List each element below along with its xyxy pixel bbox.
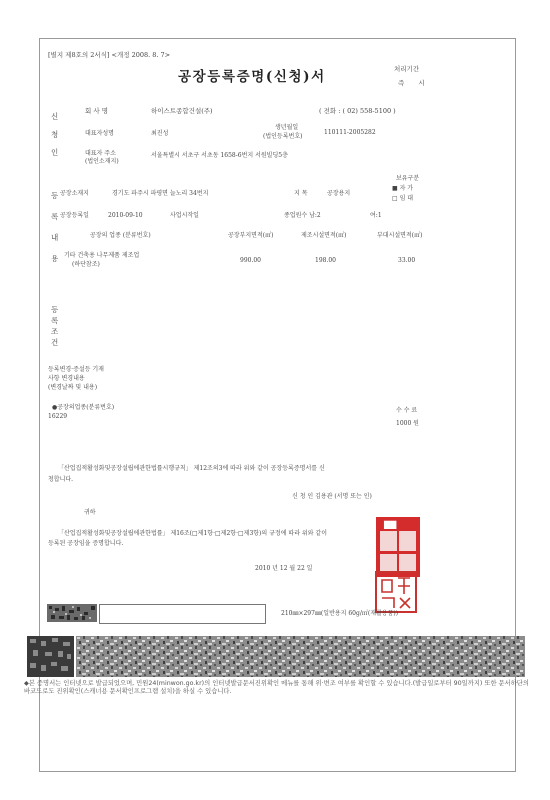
representative-value: 최진성 — [151, 130, 169, 137]
phone-text: ( 전화 : ( 02) 558-5100 ) — [319, 107, 396, 115]
land-use-label: 지 목 — [294, 190, 308, 197]
ownership-rent: □ 임 대 — [392, 195, 414, 202]
site-area-value: 990.00 — [240, 257, 261, 264]
paper-size-text: 210㎜×297㎜(일반용지 60g/㎡(재활용품)) — [281, 610, 399, 617]
registration-date-value: 2010-09-10 — [108, 212, 143, 219]
barcode-blank-field — [99, 604, 266, 624]
processing-period-value: 즉 시 — [398, 79, 431, 87]
qr-code-block — [27, 636, 74, 677]
address-value: 서울특별시 서초구 서초동 1658-6번지 서원빌딩5층 — [151, 152, 288, 159]
employees-female: 여:1 — [370, 212, 382, 219]
application-text-1: 「산업집적활성화및공장설립에관한법률시행규칙」 제12조의3에 따라 위와 같이 공장등록증명서를 신 — [58, 465, 325, 472]
aux-area-value: 33.00 — [398, 257, 416, 264]
employees-male: 종업원수 남:2 — [284, 212, 321, 219]
ownership-own: ■ 자 가 — [392, 185, 414, 192]
representative-label: 대표자성명 — [85, 130, 114, 137]
birth-label-2: (법인등록번호) — [263, 133, 303, 140]
processing-period-label: 처리기간 — [394, 65, 420, 73]
application-text-2: 청합니다. — [48, 476, 74, 483]
column-site-area: 공장부지면적(㎡) — [228, 232, 274, 239]
fee-label: 수 수 료 — [396, 407, 418, 414]
column-aux-area: 부대시설면적(㎡) — [377, 232, 423, 239]
seal-icon — [372, 570, 420, 614]
industry-code-value: 16229 — [48, 413, 68, 420]
ownership-category-label: 보유구분 — [396, 175, 420, 182]
official-stamp: ▇▇ — [376, 517, 420, 577]
certification-text-1: 「산업집적활성화및공장설립에관한법률」 제16조(□제1항·□제2항·□제3항)의 규정에 따라 위와 같이 — [58, 530, 327, 537]
fee-value: 1000 원 — [396, 420, 419, 427]
address-label-1: 대표자 주소 — [85, 150, 116, 157]
form-label: [별지 제8호의 2서식] <개정 2008. 8. 7> — [48, 51, 171, 59]
company-name-value: 하이스트종합건설(주) — [151, 107, 213, 115]
changes-label-3: (변경날짜 및 내용) — [48, 384, 98, 391]
birth-label-1: 생년월일 — [275, 124, 299, 131]
side-label-reg-3: 내 — [51, 233, 59, 242]
addressee-line: 귀하 — [84, 509, 96, 516]
industry-code-label: ●공장의업종(분류번호) — [52, 404, 115, 411]
side-label-applicant-3: 인 — [51, 148, 59, 157]
mfg-area-value: 198.00 — [315, 257, 336, 264]
address-label-2: (법인소재지) — [85, 158, 119, 165]
side-label-reg-4: 용 — [51, 254, 59, 263]
side-label-applicant-1: 신 — [51, 112, 59, 121]
side-label-cond-3: 조 — [51, 327, 59, 336]
certification-text-2: 등록된 공장임을 증명합니다. — [48, 540, 124, 547]
issue-date: 2010 년 12 월 22 일 — [255, 565, 313, 572]
side-label-cond-4: 건 — [51, 338, 59, 347]
registration-date-label: 공장등록일 — [60, 212, 89, 219]
side-label-reg-2: 록 — [51, 212, 59, 221]
side-label-cond-1: 등 — [51, 305, 59, 314]
factory-location-label: 공장소재지 — [60, 190, 89, 197]
document-title: 공장등록증명(신청)서 — [178, 69, 326, 85]
column-industry: 공장의 업종 (분류번호) — [90, 232, 151, 239]
side-label-applicant-2: 청 — [51, 130, 59, 139]
land-use-value: 공장용지 — [327, 190, 351, 197]
industry-note: (하단참조) — [72, 261, 100, 268]
birth-value: 110111-2005282 — [324, 129, 376, 136]
changes-label-2: 사항 변경내용 — [48, 375, 85, 382]
side-label-reg-1: 등 — [51, 191, 59, 200]
side-label-cond-2: 록 — [51, 316, 59, 325]
factory-location-value: 경기도 파주시 파평면 늘노리 34번지 — [112, 190, 209, 197]
barcode-wide — [76, 636, 525, 677]
verification-notice: ◆본 증명서는 인터넷으로 발급되었으며, 민원24(minwon.go.kr)의 인터넷발급문서진위확인 메뉴를 통해 위·변조 여부를 확인할 수 있습니다.(발급일로부터 90일까지) 또한 문서하단의 바코드로도 진위확인(스캐너용 문서확인프로그램 설치)을 하실 수 있습니다. — [24, 680, 529, 695]
industry-value: 기타 건축용 나무제품 제조업 — [64, 252, 140, 259]
column-mfg-area: 제조시설면적(㎡) — [301, 232, 347, 239]
changes-label-1: 등록변경·증설등 기재 — [48, 366, 104, 373]
operation-start-label: 사업시작일 — [170, 212, 199, 219]
barcode-small — [47, 604, 97, 622]
applicant-signature-line: 신 청 인 김용관 (서명 또는 인) — [292, 493, 372, 500]
company-name-label: 회 사 명 — [85, 107, 108, 115]
